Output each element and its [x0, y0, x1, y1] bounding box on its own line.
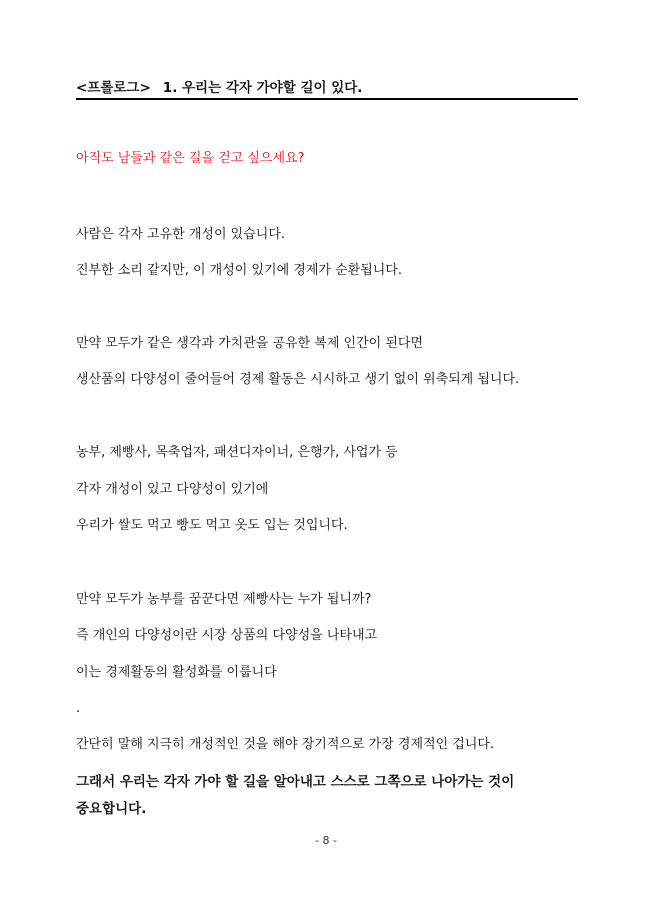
body-line: 각자 개성이 있고 다양성이 있기에 [76, 482, 269, 497]
body-line: 농부, 제빵사, 목축업자, 패션디자이너, 은행가, 사업가 등 [76, 445, 398, 460]
highlight-question: 아직도 남들과 같은 길을 걷고 싶으세요? [76, 151, 305, 166]
body-line: 생산품의 다양성이 줄어들어 경제 활동은 시시하고 생기 없이 위축되게 됩니다. [76, 372, 520, 387]
body-line: 만약 모두가 농부를 꿈꾼다면 제빵사는 누가 됩니까? [76, 592, 372, 607]
body-line: . [76, 701, 81, 716]
page-number: - 8 - [315, 834, 337, 847]
body-line: 이는 경제활동의 활성화를 이룹니다 [76, 665, 277, 680]
body-line: 우리가 쌀도 먹고 빵도 먹고 옷도 입는 것입니다. [76, 518, 348, 533]
body-line: 간단히 말해 지극히 개성적인 것을 해야 장기적으로 가장 경제적인 겁니다. [76, 737, 495, 752]
body-line: 사람은 각자 고유한 개성이 있습니다. [76, 227, 286, 242]
conclusion-line: 중요합니다. [76, 801, 147, 817]
body-line: 진부한 소리 같지만, 이 개성이 있기에 경제가 순환됩니다. [76, 263, 403, 278]
body-line: 즉 개인의 다양성이란 시장 상품의 다양성을 나타내고 [76, 628, 378, 643]
chapter-header [76, 76, 578, 100]
conclusion-line: 그래서 우리는 각자 가야 할 길을 알아내고 스스로 그쪽으로 나아가는 것이 [76, 774, 515, 790]
body-line: 만약 모두가 같은 생각과 가치관을 공유한 복제 인간이 된다면 [76, 336, 424, 351]
section-title: 1. 우리는 각자 가야할 길이 있다. [162, 80, 363, 96]
chapter-label: <프롤로그> [76, 80, 151, 96]
